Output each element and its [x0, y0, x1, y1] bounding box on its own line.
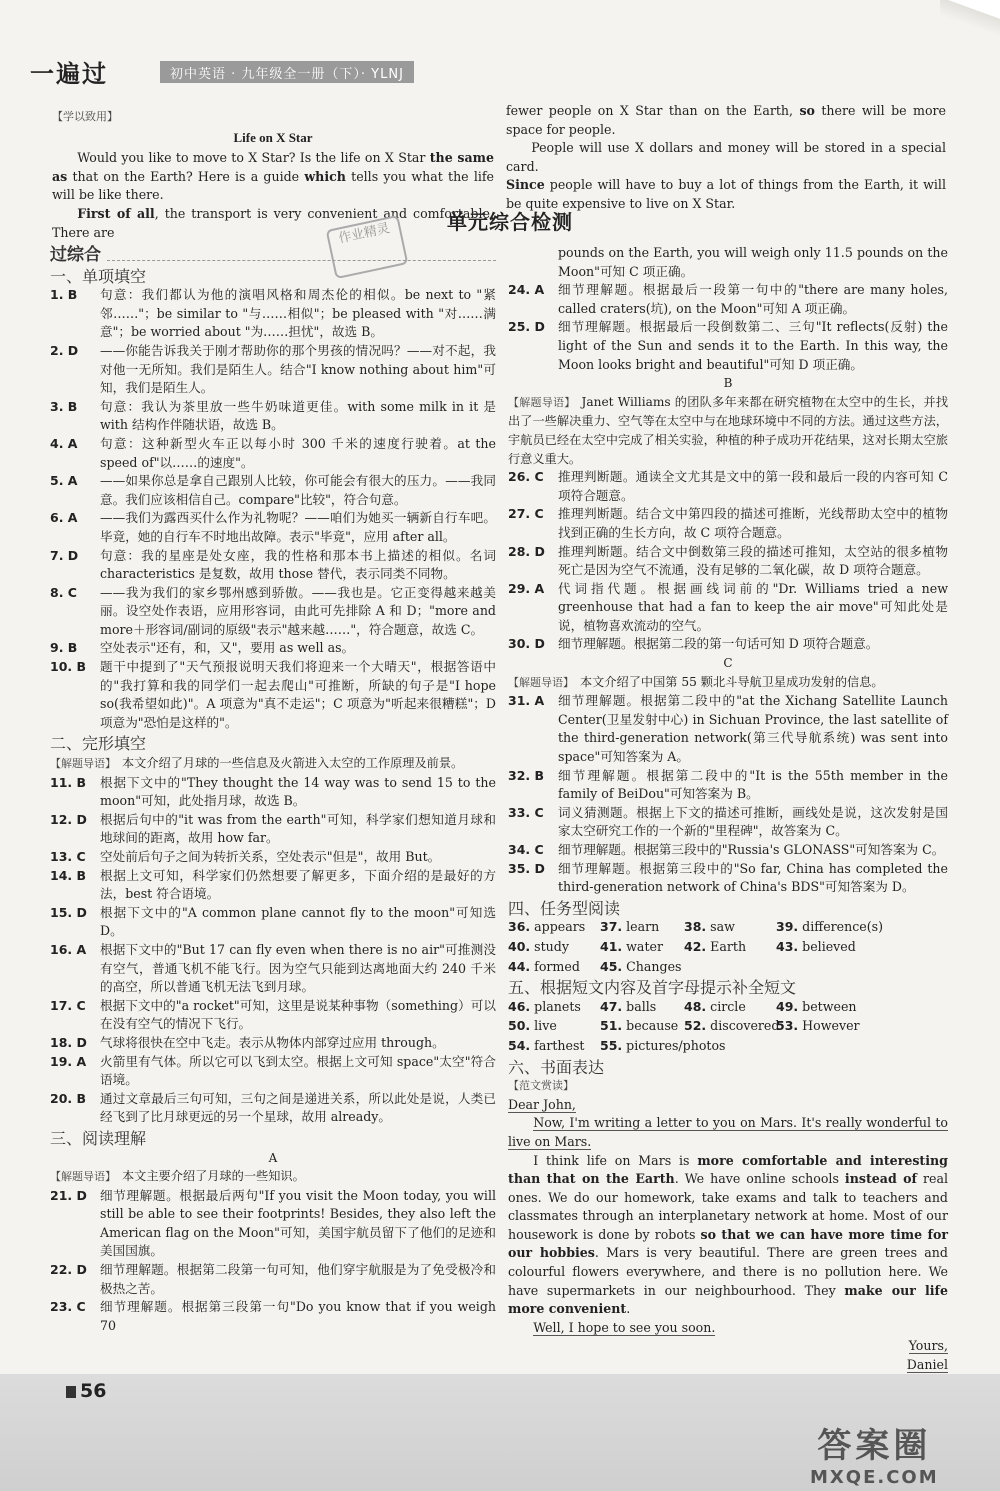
answer-item — [50, 941, 496, 997]
answer-item — [50, 1261, 496, 1298]
answer-item — [50, 1090, 496, 1127]
answer-explanation: 根据下文中的"They thought the 14 way was to send 15 to the moon"可知，此处指月球，故选 B。 — [100, 774, 496, 809]
answer-number: 2. D — [50, 342, 79, 358]
page-number: 56 — [66, 1380, 106, 1402]
answer-number: 11. B — [50, 774, 87, 790]
answer-number: 19. A — [50, 1053, 87, 1069]
answer-item — [50, 509, 496, 546]
sample-signature: Daniel — [906, 1357, 948, 1373]
answer-grid-5 — [508, 998, 948, 1056]
answer-number: 27. C — [508, 506, 544, 522]
answer-explanation: 根据上文可知，科学家们仍然想要了解更多，下面介绍的是最好的方法，best 符合语境。 — [100, 867, 496, 902]
answer-number: 22. D — [50, 1262, 87, 1278]
answer-item — [50, 547, 496, 584]
left-column — [50, 244, 496, 1335]
answer-explanation: 推理判断题。结合文中倒数第三段的描述可推知，太空站的很多植物死亡是因为空气不流通，没有足够的二氧化碳，故 D 项符合题意。 — [558, 543, 948, 578]
answer-item — [50, 867, 496, 904]
answer-item — [50, 1034, 496, 1053]
passage-paragraph-4: People will use X dollars and money will be stored in a special card. — [506, 140, 946, 174]
answer-number: 8. C — [50, 584, 77, 600]
answer-cell: 53. However — [776, 1018, 860, 1034]
answer-number: 13. C — [50, 849, 86, 864]
answer-item — [50, 584, 496, 640]
passage-right — [506, 102, 946, 214]
continued-text: pounds on the Earth, you will weigh only 11.5 pounds on the Moon"可知 C 项正确。 — [558, 245, 948, 279]
answer-number: 12. D — [50, 811, 87, 827]
answer-cell: 54. farthest — [508, 1037, 585, 1053]
answer-item — [508, 468, 948, 505]
sample-greeting: Dear John, — [508, 1096, 576, 1112]
answer-number: 4. A — [50, 435, 78, 451]
guide-text: 【解题导语】 Janet Williams 的团队多年来都在研究植物在太空中的生长，并找出了一些解决重力、空气等在太空中与在地球环境中不同的方法。通过这些方法，宇航员已经在太空中完成了相关实验，种植的种子成功开花结果，这对长期太空旅行意义重大。 — [508, 394, 949, 466]
answer-item — [508, 505, 948, 542]
answer-item — [50, 639, 496, 658]
sample-line: Well, I hope to see you soon. — [533, 1319, 716, 1335]
answer-explanation: 句意：我的星座是处女座，我的性格和那本书上描述的相似。名词 characteristics 是复数，故用 those 替代，表示同类不同物。 — [100, 547, 496, 582]
answer-number: 16. A — [50, 941, 87, 957]
passage-letter: A — [268, 1150, 278, 1165]
answer-list-3 — [50, 1187, 496, 1336]
answer-grid-4 — [508, 918, 948, 976]
answer-explanation: 空处前后句子之间为转折关系，空处表示"但是"，故用 But。 — [100, 849, 441, 864]
passage-letter: C — [723, 656, 733, 671]
answer-list-c — [508, 692, 948, 897]
answer-explanation: 细节理解题。根据第二段第一句可知，他们穿宇航服是为了免受极冷和极热之苦。 — [100, 1262, 496, 1296]
passage-paragraph-5: Since people will have to buy a lot of things from the Earth, it will be quite expensive to live on X Star. — [506, 177, 946, 211]
answer-number: 35. D — [508, 860, 545, 876]
answer-item — [508, 281, 948, 318]
passage-tag: 【学以致用】 — [52, 110, 118, 123]
answer-item — [50, 774, 496, 811]
header-band — [0, 55, 1000, 87]
answer-explanation: 根据下文中的"A common plane cannot fly to the moon"可知选 D。 — [100, 904, 496, 939]
passage-paragraph-1: Would you like to move to X Star? Is the life on X Star the same as that on the Earth? Here is a guide which tells you what the life will be like there. — [52, 150, 494, 203]
answer-explanation: 通过文章最后三句可知，三句之间是递进关系，所以此处是说，人类已经飞到了比月球更远的另一个星球，故用 already。 — [100, 1090, 496, 1125]
answer-number: 33. C — [508, 804, 544, 820]
answer-item — [508, 692, 948, 766]
passage-letter: B — [723, 376, 733, 391]
overview-heading: 过综合 — [50, 246, 496, 265]
answer-item — [508, 804, 948, 841]
answer-number: 1. B — [50, 287, 78, 303]
answer-list-b — [508, 468, 948, 654]
answer-item — [50, 811, 496, 848]
answer-number: 3. B — [50, 398, 78, 414]
answer-explanation: 句意：这种新型火车正以每小时 300 千米的速度行驶着。at the speed of"以……的速度"。 — [100, 435, 496, 470]
answer-number: 6. A — [50, 510, 78, 526]
answer-cell: 50. live — [508, 1018, 557, 1034]
answer-item — [50, 435, 496, 472]
stamp-badge: 作业精灵 — [326, 215, 409, 279]
unit-title: 单元综合检测 — [447, 210, 573, 234]
answer-number: 29. A — [508, 580, 545, 596]
answer-item — [50, 904, 496, 941]
answer-number: 28. D — [508, 543, 545, 559]
answer-explanation: 题干中提到了"天气预报说明天我们将迎来一个大晴天"，根据答语中的"我打算和我的同学们一起去爬山"可推断，所缺的句子是"I hope so(我希望如此)"。A 项意为"真不走运"；C 项意为"听起来很糟糕"；D 项意为"恐怕是这样的"。 — [100, 659, 496, 730]
answer-item — [508, 543, 948, 580]
answer-number: 24. A — [508, 282, 545, 298]
answer-explanation: 推理判断题。结合文中第四段的描述可推断，光线帮助太空中的植物找到正确的生长方向，故 C 项符合题意。 — [558, 506, 948, 540]
answer-number: 18. D — [50, 1034, 87, 1050]
answer-item — [50, 658, 496, 732]
answer-explanation: 句意：我认为茶里放一些牛奶味道更佳。with some milk in it 是 with 结构作伴随状语，故选 B。 — [100, 398, 496, 433]
answer-cell: 45. Changes — [600, 958, 682, 974]
answer-list-a — [508, 281, 948, 374]
answer-number: 23. C — [50, 1299, 86, 1315]
answer-cell: 44. formed — [508, 958, 580, 974]
answer-item — [508, 580, 948, 636]
answer-number: 30. D — [508, 636, 545, 652]
answer-explanation: 推理判断题。通读全文尤其是文中的第一段和最后一段的内容可知 C 项符合题意。 — [558, 469, 948, 503]
answer-explanation: 根据后句中的"it was from the earth"可知，科学家们想知道月球和地球间的距离，故用 how far。 — [100, 811, 496, 846]
sample-closing: Yours, — [908, 1338, 948, 1354]
answer-number: 10. B — [50, 659, 87, 675]
answer-number: 25. D — [508, 319, 545, 335]
answer-cell: 49. between — [776, 998, 857, 1014]
answer-cell: 43. believed — [776, 938, 856, 954]
answer-number: 15. D — [50, 904, 87, 920]
answer-explanation: 细节理解题。根据第三段中的"So far, China has completed the third-generation network of China's BDS"可知答案为 D。 — [558, 860, 948, 895]
answer-number: 34. C — [508, 842, 544, 857]
answer-cell: 37. learn — [600, 919, 660, 935]
answer-number: 32. B — [508, 767, 545, 783]
sample-tag: 【范文赏读】 — [508, 1079, 574, 1093]
answer-list-2 — [50, 774, 496, 1127]
answer-item — [50, 1298, 496, 1335]
brand-logo: 一遍过 — [30, 59, 108, 88]
answer-cell: 38. saw — [684, 919, 735, 935]
passage-paragraph-3: fewer people on X Star than on the Earth, so there will be more space for people. — [506, 103, 946, 137]
answer-explanation: ——我为我们的家乡鄂州感到骄傲。——我也是。它正变得越来越美丽。设空处作表语，应用形容词，由此可先排除 A 和 D；"more and more＋形容词/副词的原级"表示"越来越……"，符合题意，故选 C。 — [100, 584, 496, 637]
answer-explanation: 空处表示"还有，和，又"，要用 as well as。 — [100, 640, 355, 656]
section-heading: 六、书面表达 — [508, 1057, 605, 1077]
answer-item — [50, 342, 496, 398]
answer-explanation: 根据下文中的"But 17 can fly even when there is no air"可推测没有空气，普通飞机不能飞行。因为空气只能到达离地面大约 240 千米的高空，所以普通飞机无法飞到月球。 — [100, 941, 496, 995]
sample-line: Now, I'm writing a letter to you on Mars. It's really wonderful to live on Mars. — [508, 1115, 948, 1149]
answer-number: 20. B — [50, 1090, 87, 1106]
answer-cell: 39. difference(s) — [776, 919, 884, 935]
guide-text: 【解题导语】 本文主要介绍了月球的一些知识。 — [50, 1169, 305, 1184]
answer-list-1 — [50, 286, 496, 732]
section-heading: 一、单项填空 — [50, 266, 147, 286]
answer-explanation: ——如果你总是拿自己跟别人比较，你可能会有很大的压力。——我同意。我们应该相信自己。compare"比较"，符合句意。 — [100, 473, 496, 507]
guide-text: 【解题导语】 本文介绍了中国第 55 颗北斗导航卫星成功发射的信息。 — [508, 674, 884, 689]
answer-cell: 52. discovered — [684, 1018, 780, 1034]
answer-explanation: 细节理解题。根据第二段中的"It is the 55th member in the family of BeiDou"可知答案为 B。 — [558, 767, 948, 802]
answer-item — [508, 767, 948, 804]
answer-item — [508, 860, 948, 897]
answer-number: 7. D — [50, 547, 79, 563]
answer-explanation: 细节理解题。根据第二段的第一句话可知 D 项符合题意。 — [558, 636, 879, 652]
passage-paragraph-2: First of all, the transport is very convenient and comfortable. There are — [52, 205, 494, 240]
answer-number: 5. A — [50, 473, 78, 489]
page-curl — [940, 0, 1000, 40]
answer-explanation: ——我们为露西买什么作为礼物呢？——咱们为她买一辆新自行车吧。毕竟，她的自行车不时地出故障。表示"毕竟"，应用 after all。 — [100, 510, 496, 544]
answer-explanation: 细节理解题。根据第二段中的"at the Xichang Satellite Launch Center(卫星发射中心) in Sichuan Province, the last satellite of the third-generation network(第三代导航系统) was sent into space"可知答案为 A。 — [558, 693, 948, 765]
answer-explanation: 词义猜测题。根据上下文的描述可推断，画线处是说，这次发射是国家太空研究工作的一个新的"里程碑"，故答案为 C。 — [558, 804, 948, 839]
answer-cell: 51. because — [600, 1018, 679, 1034]
answer-explanation: 细节理解题。根据最后两句"If you visit the Moon today, you will still be able to see their footprints! Besides, they also left the American flag on the Moon"可知，美国宇航员留下了他们的足迹和美国国旗。 — [100, 1187, 496, 1259]
answer-item — [50, 472, 496, 509]
answer-item — [508, 635, 948, 654]
answer-explanation: 细节理解题。根据最后一段第一句中的"there are many holes, called craters(坑), on the Moon"可知 A 项正确。 — [558, 282, 948, 316]
answer-cell: 36. appears — [508, 919, 586, 935]
answer-explanation: 根据下文中的"a rocket"可知，这里是说某种事物（something）可以在没有空气的情况下飞行。 — [100, 997, 496, 1032]
answer-explanation: 细节理解题。根据第三段第一句"Do you know that if you weigh 70 — [100, 1299, 496, 1333]
answer-cell: 47. balls — [600, 998, 657, 1014]
page-marker-icon — [66, 1386, 76, 1398]
answer-cell: 48. circle — [684, 998, 746, 1014]
answer-explanation: 细节理解题。根据最后一段倒数第二、三句"It reflects(反射) the light of the Sun and sends it to the Earth. In this way, the Moon looks bright and beautiful"可知 D 项正确。 — [558, 319, 948, 372]
answer-item — [50, 997, 496, 1034]
answer-item — [50, 848, 496, 867]
passage-title: Life on X Star — [233, 129, 313, 145]
answer-item — [50, 398, 496, 435]
answer-number: 14. B — [50, 867, 87, 883]
answer-explanation: 火箭里有气体。所以它可以飞到太空。根据上文可知 space"太空"符合语境。 — [100, 1053, 496, 1088]
watermark-logo: 答案圈 MXQE.COM — [810, 1426, 939, 1488]
answer-number: 17. C — [50, 997, 86, 1013]
answer-item — [50, 286, 496, 342]
answer-number: 31. A — [508, 693, 545, 709]
answer-cell: 42. Earth — [684, 938, 747, 954]
answer-explanation: 句意：我们都认为他的演唱风格和周杰伦的相似。be next to "紧邻……"；be similar to "与……相似"；be pleased with "对……满意"；be worried about "为……担忧"，故选 B。 — [100, 287, 496, 340]
answer-number: 26. C — [508, 469, 544, 485]
section-heading: 五、根据短文内容及首字母提示补全短文 — [508, 978, 797, 998]
answer-explanation: 细节理解题。根据第三段中的"Russia's GLONASS"可知答案为 C。 — [558, 842, 945, 857]
answer-cell: 55. pictures/photos — [600, 1037, 726, 1053]
section-heading: 三、阅读理解 — [50, 1128, 147, 1148]
section-heading: 二、完形填空 — [50, 734, 147, 754]
answer-explanation: ——你能告诉我关于刚才帮助你的那个男孩的情况吗？——对不起，我对他一无所知。我们是陌生人。结合"I know nothing about him"可知，我们是陌生人。 — [100, 342, 496, 396]
answer-item — [508, 318, 948, 374]
answer-item — [50, 1187, 496, 1261]
answer-number: 21. D — [50, 1187, 87, 1203]
answer-item — [50, 1053, 496, 1090]
series-title: 初中英语 · 九年级全一册（下）· YLNJ — [160, 61, 414, 83]
sample-essay — [508, 1096, 948, 1375]
section-heading: 四、任务型阅读 — [508, 898, 621, 918]
answer-cell: 41. water — [600, 938, 663, 954]
answer-explanation: 代词指代题。根据画线词前的"Dr. Williams tried a new greenhouse that had a fan to keep the air move"可知此处是说，植物喜欢流动的空气。 — [558, 580, 948, 633]
sample-paragraph: I think life on Mars is more comfortable and interesting than that on the Earth. We have online schools instead of real ones. We do our homework, take exams and talk to teachers and classmates through an interplanetary network at home. Most of our housework is done by robots so that we can have more time for our hobbies. Mars is very beautiful. There are green trees and colourful flowers everywhere, and there is no pollution here. We have supermarkets in our neighbourhood. They make our life more convenient. — [508, 1152, 949, 1317]
guide-text: 【解题导语】 本文介绍了月球的一些信息及火箭进入太空的工作原理及前景。 — [50, 756, 464, 771]
answer-cell: 40. study — [508, 938, 569, 954]
answer-cell: 46. planets — [508, 998, 581, 1014]
answer-explanation: 气球将很快在空中飞走。表示从物体内部穿过应用 through。 — [100, 1034, 445, 1050]
answer-item — [508, 841, 948, 860]
answer-number: 9. B — [50, 640, 78, 656]
right-column — [508, 244, 948, 1375]
